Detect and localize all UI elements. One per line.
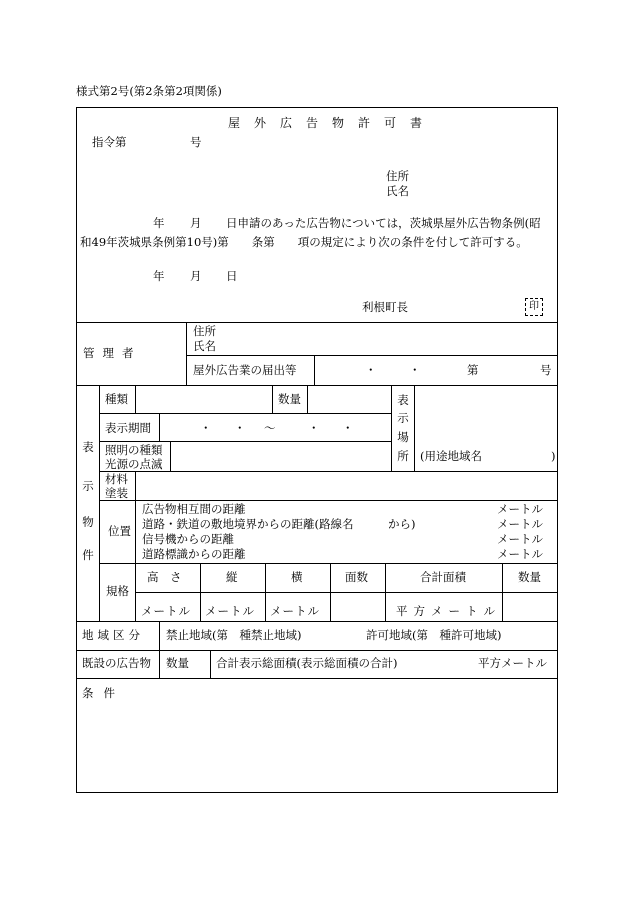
- application-year-label: 年: [153, 216, 165, 230]
- location-label-3: 場: [397, 430, 409, 444]
- side-label-2: 示: [82, 479, 94, 493]
- existing-total-area-label: 合計表示総面積(表示総面積の合計): [216, 656, 398, 670]
- issue-year-label: 年: [153, 269, 165, 283]
- distance-unit-4: メートル: [497, 547, 543, 561]
- manager-name-label: 氏名: [193, 339, 216, 353]
- issuer-title: 利根町長: [362, 300, 408, 314]
- distance-label-4: 道路標識からの距離: [142, 547, 246, 561]
- applicant-name-label: 氏名: [386, 184, 409, 198]
- spec-header-quantity: 数量: [518, 570, 541, 584]
- permit-body-line-1: 日申請のあった広告物については，茨城県屋外広告物条例(昭: [226, 216, 541, 230]
- permit-body-line-2: 和49年茨城県条例第10号)第 条第 項の規定により次の条件を付して許可する。: [80, 235, 528, 249]
- distance-unit-2: メートル: [497, 517, 543, 531]
- side-label-4: 件: [82, 548, 94, 562]
- lighting-type-label: 照明の種類: [105, 443, 163, 457]
- seal-mark: 印: [525, 298, 543, 316]
- manager-address-label: 住所: [193, 324, 216, 338]
- position-label: 位置: [108, 524, 131, 538]
- period-tilde: 〜: [264, 421, 276, 435]
- coating-label: 塗装: [105, 486, 128, 500]
- spec-header-height: 高 さ: [147, 570, 182, 584]
- kind-label: 種類: [105, 392, 128, 406]
- conditions-label: 条件: [82, 686, 125, 700]
- directive-number-suffix: 号: [190, 135, 202, 149]
- location-label-1: 表: [397, 393, 409, 407]
- existing-label: 既設の広告物: [82, 656, 151, 670]
- distance-label-3: 信号機からの距離: [142, 532, 234, 546]
- spec-unit-vertical: メートル: [205, 604, 255, 618]
- directive-number-prefix: 指令第: [92, 135, 127, 149]
- spec-header-horizontal: 横: [291, 570, 303, 584]
- permitted-area: 許可地域(第 種許可地域): [366, 628, 502, 642]
- distance-label-2: 道路・鉄道の敷地境界からの距離(路線名 から): [142, 517, 416, 531]
- applicant-address-label: 住所: [386, 169, 409, 183]
- period-dot-3: ・: [308, 421, 320, 435]
- side-label-3: 物: [82, 515, 94, 529]
- issue-month-label: 月: [190, 269, 202, 283]
- quantity-label: 数量: [278, 392, 301, 406]
- period-label: 表示期間: [105, 421, 151, 435]
- distance-unit-1: メートル: [497, 502, 543, 516]
- form-title: 屋外広告物許可書: [228, 116, 437, 130]
- prohibited-area: 禁止地域(第 種禁止地域): [166, 628, 302, 642]
- manager-label: 管理者: [83, 346, 142, 360]
- existing-quantity-label: 数量: [166, 656, 189, 670]
- registration-label: 屋外広告業の届出等: [193, 363, 297, 377]
- area-label: 地域区分: [82, 628, 144, 642]
- registration-dot-1: ・: [365, 363, 377, 377]
- distance-unit-3: メートル: [497, 532, 543, 546]
- spec-header-faces: 面数: [345, 570, 368, 584]
- spec-unit-horizontal: メートル: [270, 604, 320, 618]
- period-dot-2: ・: [234, 421, 246, 435]
- zoning-note: (用途地域名 ): [420, 449, 556, 463]
- distance-label-1: 広告物相互間の距離: [142, 502, 246, 516]
- spec-unit-total-area: 平方メートル: [396, 604, 501, 618]
- side-label-1: 表: [82, 440, 94, 454]
- issue-day-label: 日: [226, 269, 238, 283]
- registration-dot-2: ・: [409, 363, 421, 377]
- location-label-2: 示: [397, 411, 409, 425]
- registration-number-suffix: 号: [540, 363, 552, 377]
- spec-header-total-area: 合計面積: [420, 570, 466, 584]
- period-dot-4: ・: [342, 421, 354, 435]
- spec-label: 規格: [106, 584, 129, 598]
- material-label: 材料: [105, 472, 128, 486]
- application-month-label: 月: [190, 216, 202, 230]
- form-number: 様式第2号(第2条第2項関係): [76, 84, 222, 98]
- period-dot-1: ・: [200, 421, 212, 435]
- location-label-4: 所: [397, 449, 409, 463]
- spec-unit-height: メートル: [141, 604, 191, 618]
- existing-unit: 平方メートル: [478, 656, 547, 670]
- lighting-pattern-label: 光源の点滅: [105, 457, 163, 471]
- spec-header-vertical: 縦: [226, 570, 238, 584]
- registration-number-prefix: 第: [467, 363, 479, 377]
